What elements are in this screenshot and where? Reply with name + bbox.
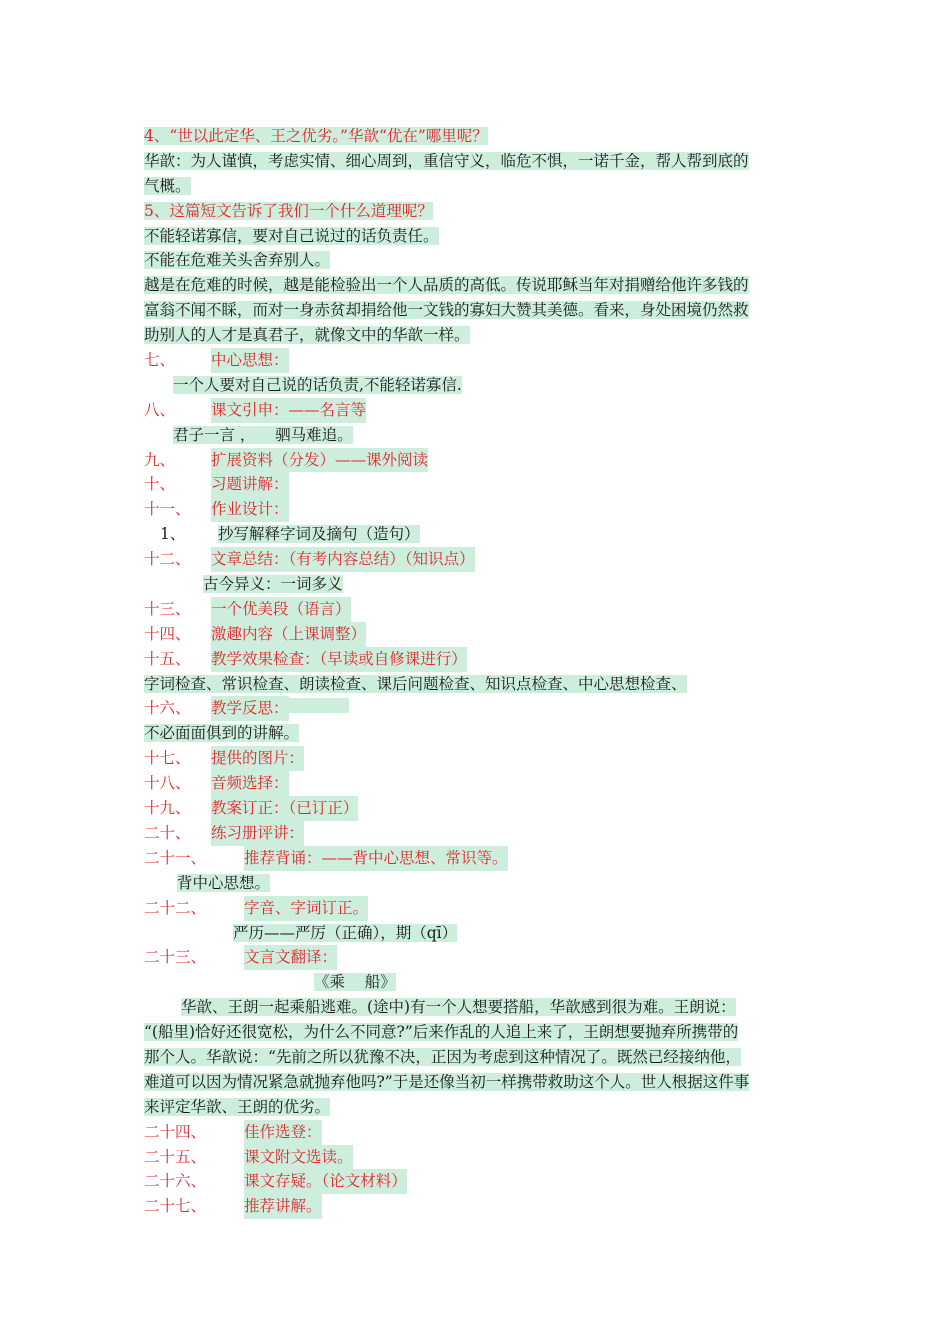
section-heading [144,597,808,622]
section-number: 八、 [144,400,176,419]
motto-text: 君子一言 ， 驷马难追。 [173,425,353,444]
answer-line [144,224,808,249]
body-line [144,871,808,896]
section-heading [144,945,808,970]
section-title: 文章总结：（有考内容总结）（知识点） [211,547,475,572]
translation-text: 难道可以因为情况紧急就抛弃他吗?”于是还像当初一样携带救助这个人。世人根据这件事 [144,1072,750,1091]
answer-text: 越是在危难的时候，越是能检验出一个人品质的高低。传说耶稣当年对捐赠给他许多钱的 [144,276,749,295]
section-number: 十九、 [144,799,191,818]
section-title: 音频选择： [211,771,289,796]
body-line [144,373,808,398]
section-title: 推荐讲解。 [244,1194,322,1219]
highlight-gap [289,698,349,714]
center-idea-text: 一个人要对自己说的话负责,不能轻诺寡信. [173,375,462,394]
section-heading [144,1120,808,1145]
answer-text: 不能在危难关头舍弃别人。 [144,251,331,270]
check-text: 字词检查、常识检查、朗读检查、课后问题检查、知识点检查、中心思想检查、 [144,674,687,693]
answer-text: 不能轻诺寡信，要对自己说过的话负责任。 [144,226,439,245]
section-title: 练习册评讲： [211,821,304,846]
section-number: 二十一、 [144,848,207,867]
section-heading [144,821,808,846]
section-heading [144,746,808,771]
section-number: 二十、 [144,823,191,842]
section-number: 十五、 [144,649,191,668]
translation-text: 那个人。华歆说：“先前之所以犹豫不决，正因为考虑到这种情况了。既然已经接纳他， [144,1047,741,1066]
body-line [144,423,808,448]
answer-text: 华歆：为人谨慎，考虑实情、细心周到，重信守义，临危不惧，一诺千金，帮人帮到底的 [144,151,749,170]
translation-line [144,1020,808,1045]
section-heading [144,1169,808,1194]
answer-line [144,248,808,273]
section-heading [144,796,808,821]
summary-text: 古今异义：一词多义 [203,575,343,594]
section-number: 十七、 [144,749,191,768]
translation-title [144,970,808,995]
section-number: 十三、 [144,599,191,618]
section-number: 十一、 [144,500,191,519]
translation-line [144,995,808,1020]
translation-line [144,1045,808,1070]
section-heading [144,348,808,373]
section-number: 二十七、 [144,1197,207,1216]
question-4-text: 4、“世以此定华、王之优劣。”华歆“优在”哪里呢？ [144,127,488,145]
section-title: 教案订正：（已订正） [211,796,358,821]
section-title: 扩展资料（分发）——课外阅读 [211,448,428,473]
section-number: 二十三、 [144,948,207,967]
answer-line [144,174,808,199]
correction-text: 严历——严厉（正确），期（qī） [233,923,458,942]
section-heading [144,1145,808,1170]
question-4 [144,124,808,149]
answer-text: 气概。 [144,176,191,195]
reflection-text: 不必面面俱到的讲解。 [144,724,300,743]
answer-line [144,273,808,298]
section-title: 佳作选登： [244,1120,322,1145]
section-heading [144,472,808,497]
section-heading [144,696,808,721]
section-number: 十二、 [144,550,191,569]
translation-line [144,1070,808,1095]
section-title: 文言文翻译： [244,945,337,970]
section-heading [144,846,808,871]
section-number: 二十五、 [144,1147,207,1166]
section-number: 十八、 [144,774,191,793]
body-line [144,921,808,946]
body-line [144,572,808,597]
section-title: 课文存疑。（论文材料） [244,1169,407,1194]
recite-text: 背中心思想。 [177,873,271,892]
section-heading [144,398,808,423]
section-heading [144,622,808,647]
section-heading [144,497,808,522]
answer-line [144,298,808,323]
answer-line [144,323,808,348]
translation-line [144,1095,808,1120]
section-heading [144,547,808,572]
section-number: 十四、 [144,624,191,643]
translation-title-text: 《乘 船》 [314,973,396,992]
section-number: 十六、 [144,699,191,718]
question-5-text: 5、这篇短文告诉了我们一个什么道理呢？ [144,201,433,220]
list-number: 1、 [160,525,186,544]
section-title: 激趣内容（上课调整） [211,622,366,647]
section-title: 课文附文选读。 [244,1145,353,1170]
answer-text: 助别人的人才是真君子，就像文中的华歆一样。 [144,326,470,345]
body-line [144,721,808,746]
section-heading [144,1194,808,1219]
section-title: 作业设计： [211,497,289,522]
section-title: 一个优美段（语言） [211,597,351,622]
translation-text: “(船里)恰好还很宽松，为什么不同意?”后来作乱的人追上来了，王朗想要抛弃所携带的 [144,1023,739,1042]
answer-line [144,149,808,174]
document-content [144,124,808,1219]
section-title: 教学反思： [211,696,289,721]
body-line [144,672,808,697]
translation-text: 来评定华歆、王朗的优劣。 [144,1097,331,1116]
section-number: 九、 [144,450,176,469]
section-heading [144,771,808,796]
section-number: 十、 [144,475,176,494]
section-number: 二十六、 [144,1172,207,1191]
section-title: 推荐背诵：——背中心思想、常识等。 [244,846,508,871]
section-number: 七、 [144,351,176,370]
section-number: 二十二、 [144,898,207,917]
section-heading [144,448,808,473]
section-heading [144,896,808,921]
body-line [144,522,808,547]
translation-text: 华歆、王朗一起乘船逃难。(途中)有一个人想要搭船，华歆感到很为难。王朗说： [181,998,736,1017]
section-title: 提供的图片： [211,746,304,771]
section-number: 二十四、 [144,1122,207,1141]
section-title: 字音、字词订正。 [244,896,368,921]
section-title: 中心思想： [211,348,289,373]
section-title: 课文引申：——名言等 [211,398,366,423]
section-heading [144,647,808,672]
homework-text: 抄写解释字词及摘句（造句） [218,525,420,544]
answer-text: 富翁不闻不睬，而对一身赤贫却捐给他一文钱的寡妇大赞其美德。看来，身处困境仍然救 [144,301,749,320]
section-title: 习题讲解： [211,472,289,497]
section-title: 教学效果检查：（早读或自修课进行） [211,647,467,672]
question-5 [144,199,808,224]
